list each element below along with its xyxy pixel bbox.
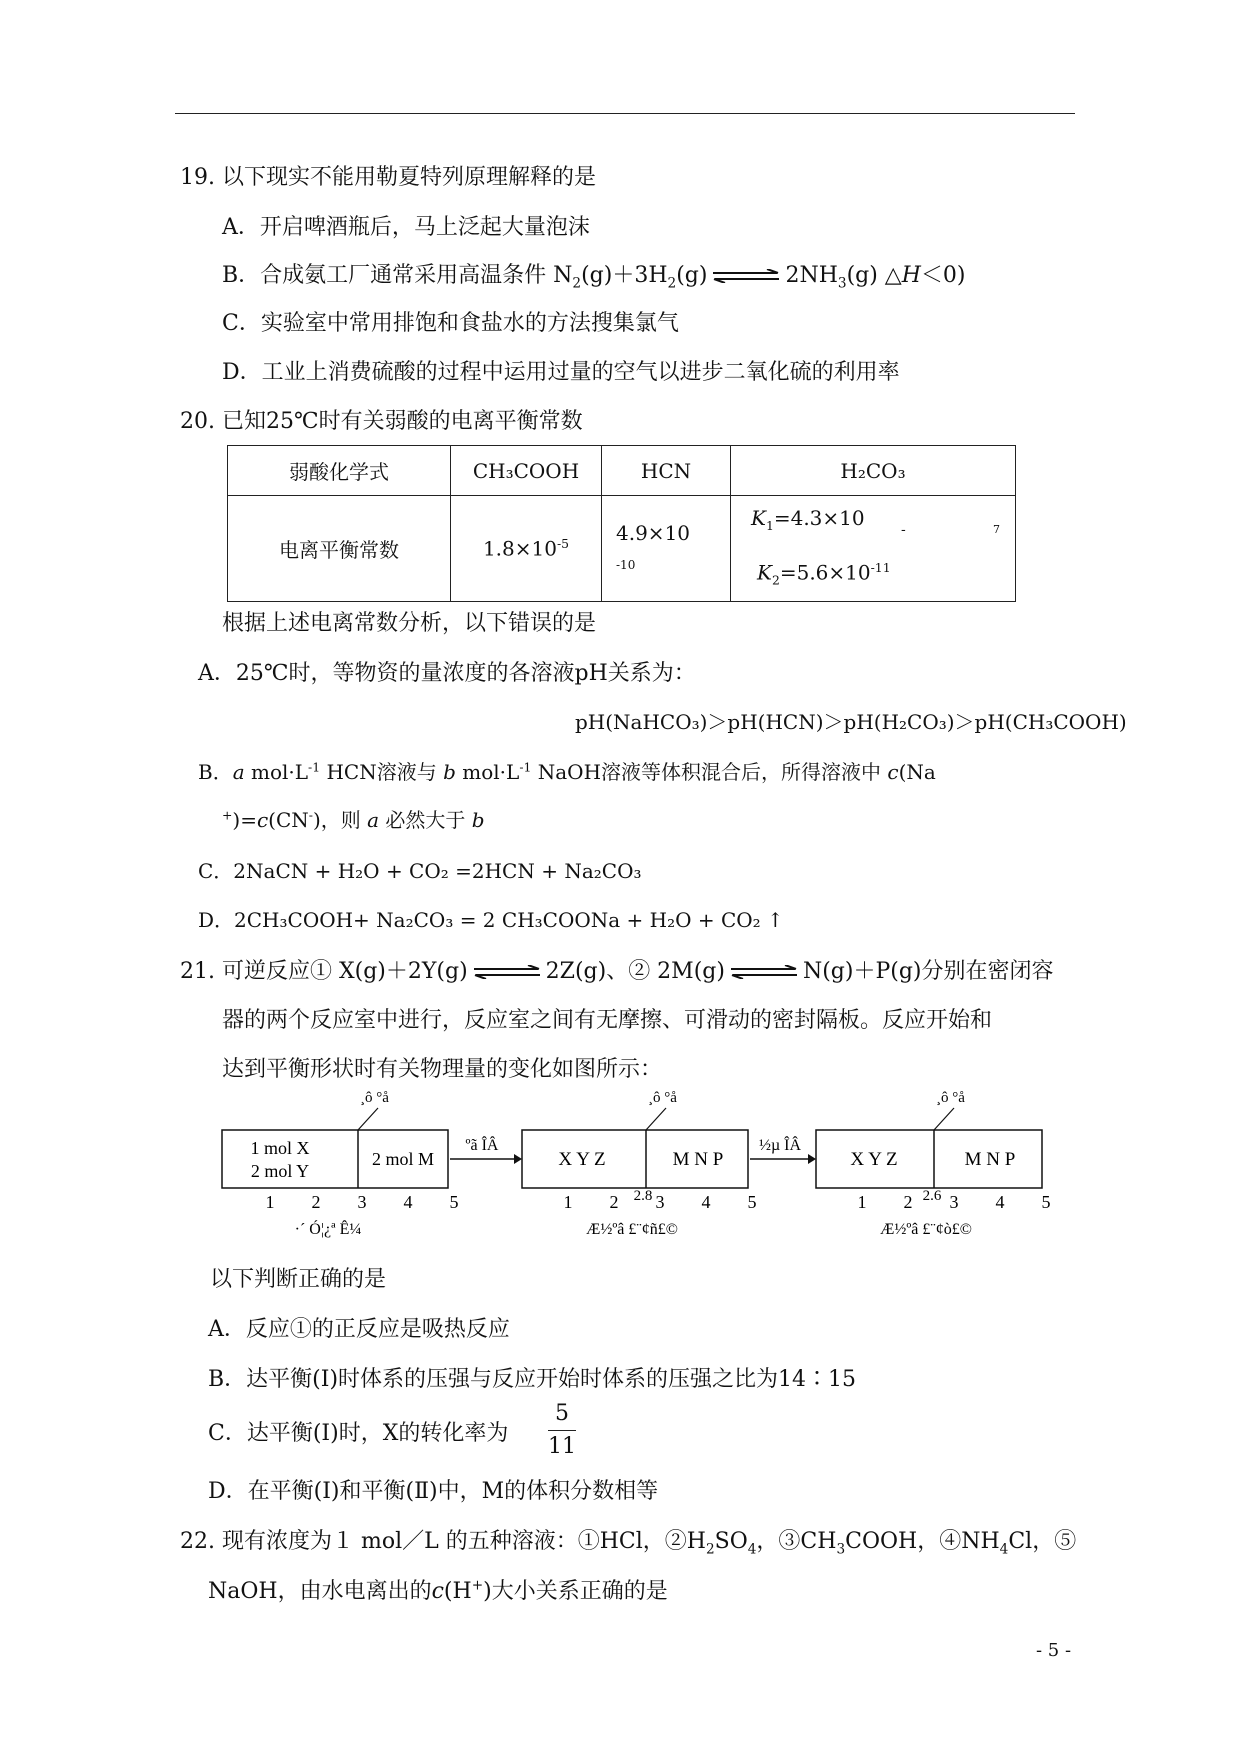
svg-text:3: 3	[357, 1192, 367, 1212]
q19-option-c: C．实验室中常用排饱和食盐水的方法搜集氯气	[222, 311, 679, 336]
q21-stem-line3: 达到平衡形状时有关物理量的变化如图所示：	[222, 1057, 663, 1082]
q20-intro: 根据上述电离常数分析，以下错误的是	[222, 611, 597, 636]
arrow-cooling	[750, 1135, 816, 1164]
q21-stem-line2: 器的两个反应室中进行，反应室之间有无摩擦、可滑动的密封隔板。反应开始和	[222, 1008, 993, 1033]
q21-option-c: C．达平衡(Ⅰ)时，X的转化率为	[208, 1421, 509, 1446]
svg-text:1: 1	[265, 1192, 275, 1212]
svg-text:5: 5	[1041, 1192, 1051, 1212]
q21-option-b: B．达平衡(Ⅰ)时体系的压强与反应开始时体系的压强之比为14∶15	[208, 1367, 857, 1392]
caption-start: ·´ Ó¦¿ª Ê¼	[294, 1221, 362, 1238]
box1-line1: 1 mol X	[250, 1138, 310, 1158]
svg-text:¸ô °å: ¸ô °å	[648, 1090, 677, 1106]
table-col-h2co3: H₂CO₃	[731, 446, 1016, 496]
svg-text:4: 4	[403, 1192, 413, 1212]
q21-option-a: A．反应①的正反应是吸热反应	[208, 1317, 510, 1342]
q20-option-b-line2: +)=c(CN-)，则 a 必然大于 b	[222, 807, 485, 832]
svg-text:4: 4	[701, 1192, 711, 1212]
q20-option-a-relation: pH(NaHCO₃)＞pH(HCN)＞pH(H₂CO₃)＞pH(CH₃COOH)	[575, 710, 1127, 734]
header-rule	[175, 113, 1075, 114]
q22-line1: 22. 现有浓度为１ mol／L 的五种溶液：①HCl，$②H_2SO_4$，$③CH_3COOH$，$④NH_4Cl$，⑤	[180, 1529, 1077, 1558]
chamber-equilibrium-1	[522, 1090, 757, 1238]
table-value-ch3cooh: $1.8\times 10^{-5}$	[451, 496, 602, 602]
q19-option-b: B．合成氨工厂通常采用高温条件 $N_2(g)+3H_2(g)$ $2NH_3(g)$ △H＜0)	[222, 263, 966, 292]
partition-label: ¸ô °å	[360, 1090, 389, 1106]
q20-option-d: D．2CH₃COOH+ Na₂CO₃ = 2 CH₃COONa + H₂O + CO₂ ↑	[198, 908, 784, 932]
svg-text:1: 1	[563, 1192, 573, 1212]
box3-left: X Y Z	[850, 1149, 898, 1170]
q21-stem-line1: 21. 可逆反应① X(g)＋2Y(g) 2Z(g)、② 2M(g) N(g)＋P(g)分别在密闭容	[180, 959, 1054, 984]
svg-text:5: 5	[747, 1192, 757, 1212]
table-col-ch3cooh: CH₃COOH	[451, 446, 602, 496]
scale-2	[564, 1192, 757, 1212]
svg-text:2: 2	[903, 1192, 913, 1212]
caption-eq1: Æ½ºâ £¨¢ñ£©	[586, 1221, 678, 1238]
equilibrium-arrow-icon	[472, 965, 542, 979]
table-col-hcn: HCN	[602, 446, 731, 496]
q21-option-c-fraction: $\frac{5}{11}$	[548, 1398, 576, 1463]
svg-text:ºã ÎÂ: ºã ÎÂ	[465, 1137, 499, 1154]
svg-text:2: 2	[609, 1192, 619, 1212]
reaction-chamber-diagram	[218, 1088, 1058, 1248]
equilibrium-arrow-icon	[711, 269, 781, 283]
arrow-constant-temp	[450, 1135, 522, 1164]
q21-option-d: D．在平衡(Ⅰ)和平衡(Ⅱ)中，M的体积分数相等	[208, 1479, 659, 1504]
svg-text:1: 1	[857, 1192, 867, 1212]
table-header-label: 弱酸化学式	[228, 446, 451, 496]
svg-text:¸ô °å: ¸ô °å	[936, 1090, 965, 1106]
q19-stem: 19. 以下现实不能用勒夏特列原理解释的是	[180, 165, 596, 190]
svg-text:2: 2	[311, 1192, 321, 1212]
box1-line2: 2 mol Y	[250, 1161, 310, 1181]
q22-line2: NaOH，由水电离出的c(H+)大小关系正确的是	[208, 1577, 668, 1604]
scale-1	[266, 1192, 459, 1212]
box2-right: M N P	[672, 1149, 724, 1170]
svg-text:5: 5	[449, 1192, 459, 1212]
q21-intro: 以下判断正确的是	[210, 1267, 387, 1292]
chamber-start	[222, 1090, 459, 1238]
equilibrium-arrow-icon	[729, 965, 799, 979]
box3-marker: 2.6	[922, 1188, 942, 1204]
q19-option-a: A．开启啤酒瓶后，马上泛起大量泡沫	[222, 215, 590, 240]
table-value-h2co3: $K_1=4.3\times 10$ - 7 $K_2=5.6\times 10^{-11}$	[731, 496, 1016, 602]
q20-stem: 20. 已知25℃时有关弱酸的电离平衡常数	[180, 409, 583, 434]
svg-text:3: 3	[655, 1192, 665, 1212]
box2-marker: 2.8	[633, 1188, 653, 1204]
q20-option-c: C．2NaCN + H₂O + CO₂ =2HCN + Na₂CO₃	[198, 859, 642, 883]
ionization-constant-table	[227, 445, 1016, 602]
q20-option-b-line1: B．a $mol\cdot L^{-1}$ HCN溶液与 b $mol\cdot L^{-1}$ NaOH溶液等体积混合后，所得溶液中 c(Na	[198, 759, 936, 784]
table-row-label: 电离平衡常数	[228, 496, 451, 602]
box1-right: 2 mol M	[371, 1149, 435, 1169]
svg-text:½µ ÎÂ: ½µ ÎÂ	[758, 1137, 802, 1154]
box3-right: M N P	[964, 1149, 1016, 1170]
chamber-equilibrium-2	[816, 1090, 1051, 1238]
q20-option-a: A．25℃时，等物资的量浓度的各溶液pH关系为：	[198, 661, 696, 686]
scale-3	[858, 1192, 1051, 1212]
box2-left: X Y Z	[558, 1149, 606, 1170]
page-number: - 5 -	[1036, 1640, 1072, 1661]
svg-text:4: 4	[995, 1192, 1005, 1212]
caption-eq2: Æ½ºâ £¨¢ò£©	[880, 1221, 972, 1238]
table-value-hcn: 4.9×10 -10	[602, 496, 731, 602]
q19-option-d: D．工业上消费硫酸的过程中运用过量的空气以进步二氧化硫的利用率	[222, 360, 900, 385]
svg-text:3: 3	[949, 1192, 959, 1212]
